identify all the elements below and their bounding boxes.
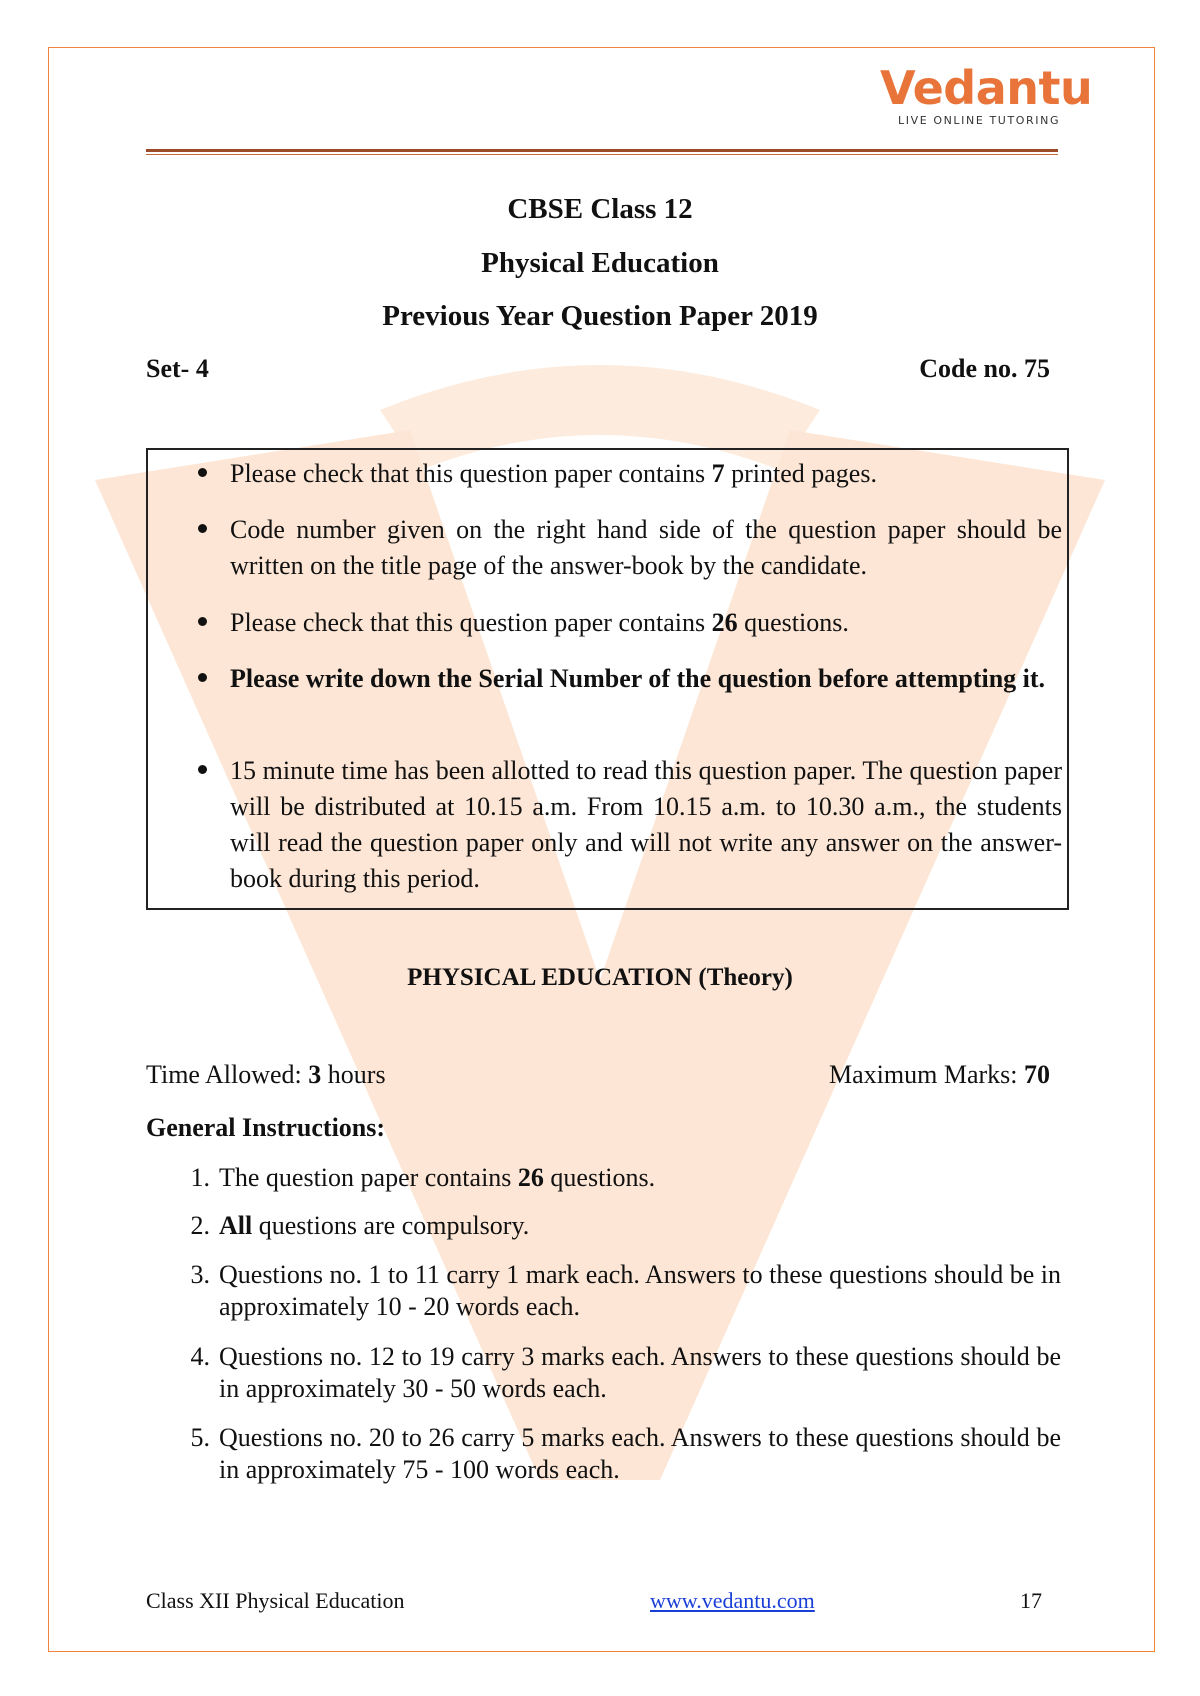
- header-rule: [146, 149, 1058, 155]
- title-line-1: CBSE Class 12: [507, 193, 693, 225]
- vedantu-logo: [880, 61, 1093, 144]
- logo-tagline: LIVE ONLINE TUTORING: [898, 114, 1061, 127]
- bullet-icon: [198, 524, 207, 533]
- footer-link-wrap: [650, 1587, 815, 1615]
- logo-wordmark: Vedantu: [880, 61, 1093, 115]
- title-line-3: Previous Year Question Paper 2019: [382, 300, 818, 332]
- notice-box: Please check that this question paper contains 7 printed pages. Code number given on the right hand side of the question paper should be written on the title page of the answer-book by the candidate. Please check that this question paper contains 26 questions. Please write down the Serial Number of the question before attempting it. 15 minute time has been allotted to read this question paper. The question paper will be distributed at 10.15 a.m. From 10.15 a.m. to 10.30 a.m., the students will read the question paper only and will not write any answer on the answer-book during this period.: [146, 448, 1069, 910]
- code-number: Code no. 75: [919, 354, 1050, 383]
- maximum-marks: Maximum Marks: 70: [829, 1060, 1050, 1089]
- page-number: 17: [1020, 1588, 1042, 1613]
- time-allowed: Time Allowed: 3 hours: [146, 1060, 386, 1089]
- bullet-icon: [198, 468, 207, 477]
- section-title: PHYSICAL EDUCATION (Theory): [407, 964, 793, 991]
- vedantu-website-link[interactable]: www.vedantu.com: [650, 1588, 815, 1613]
- bullet-icon: [198, 617, 207, 626]
- general-instructions-heading: General Instructions:: [146, 1113, 386, 1142]
- footer-title: Class XII Physical Education: [146, 1588, 405, 1613]
- bullet-icon: [198, 765, 207, 774]
- bullet-icon: [198, 673, 207, 682]
- set-number: Set- 4: [146, 354, 209, 383]
- title-line-2: Physical Education: [481, 247, 719, 279]
